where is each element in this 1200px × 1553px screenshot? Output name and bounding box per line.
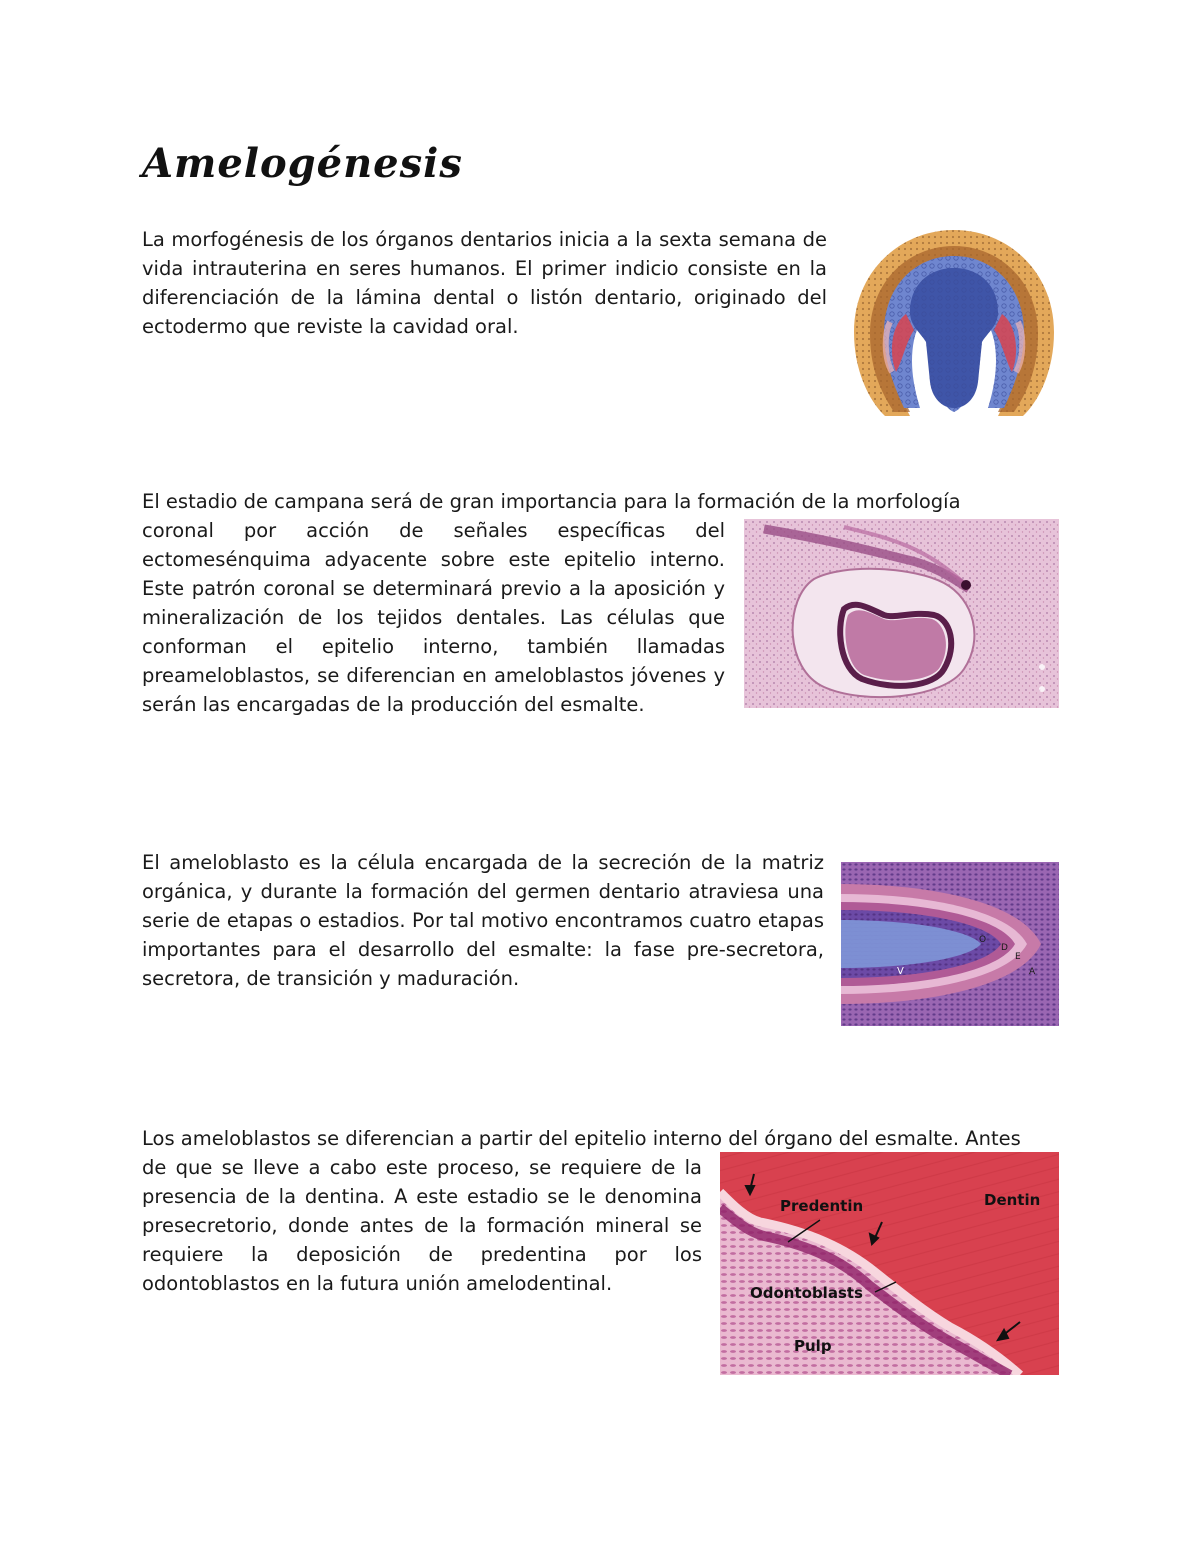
- paragraph-morfogenesis: La morfogénesis de los órganos dentarios inicia a la sexta semana de vida intrauterina en seres humanos. El primer indicio consiste en la diferenciación de la lámina dental o listón dentario, originado del ectodermo que reviste la cavidad oral.: [142, 228, 827, 338]
- label-v: V: [897, 966, 904, 977]
- paragraph-campana-first-line: El estadio de campana será de gran importancia para la formación de la morfología: [142, 490, 961, 513]
- label-pulp: Pulp: [794, 1337, 832, 1355]
- paragraph-ameloblasto: El ameloblasto es la célula encargada de la secreción de la matriz orgánica, y durante la formación del germen dentario atraviesa una serie de etapas o estadios. Por tal motivo encontramos cuatro etapas importantes para el desarrollo del esmalte: la fase pre-secretora, secretora, de transición y maduración.: [142, 851, 824, 990]
- label-e: E: [1015, 952, 1021, 962]
- paragraph-ameloblastos: de que se lleve a cabo este proceso, se requiere de la presencia de la dentina. A este estadio se le denomina presecretorio, donde antes de la formación mineral se requiere la deposición de predentina por los odontoblastos en la futura unión amelodentinal.: [142, 1156, 702, 1295]
- label-o: O: [979, 935, 987, 945]
- ameloblast-stages-micrograph: [841, 862, 1059, 1026]
- predentin-micrograph: [720, 1152, 1059, 1375]
- tooth-germ-illustration: [848, 222, 1060, 422]
- label-predentin: Predentin: [780, 1197, 864, 1215]
- label-dentin: Dentin: [984, 1191, 1041, 1209]
- paragraph-campana: coronal por acción de señales específicas del ectomesénquima adyacente sobre este epitelio interno. Este patrón coronal se determinará previo a la aposición y mineralización de los tejidos dentales. Las células que conforman el epitelio interno, también llamadas preameloblastos, se diferencian en ameloblastos jóvenes y serán las encargadas de la producción del esmalte.: [142, 519, 725, 716]
- label-odontoblasts: Odontoblasts: [750, 1284, 863, 1302]
- label-a: A: [1029, 967, 1036, 977]
- paragraph-ameloblastos-first-line: Los ameloblastos se diferencian a partir del epitelio interno del órgano del esmalte. Antes: [142, 1127, 1021, 1150]
- label-d: D: [1001, 943, 1008, 953]
- page-title: Amelogénesis: [142, 140, 463, 187]
- bell-stage-micrograph: [744, 519, 1059, 708]
